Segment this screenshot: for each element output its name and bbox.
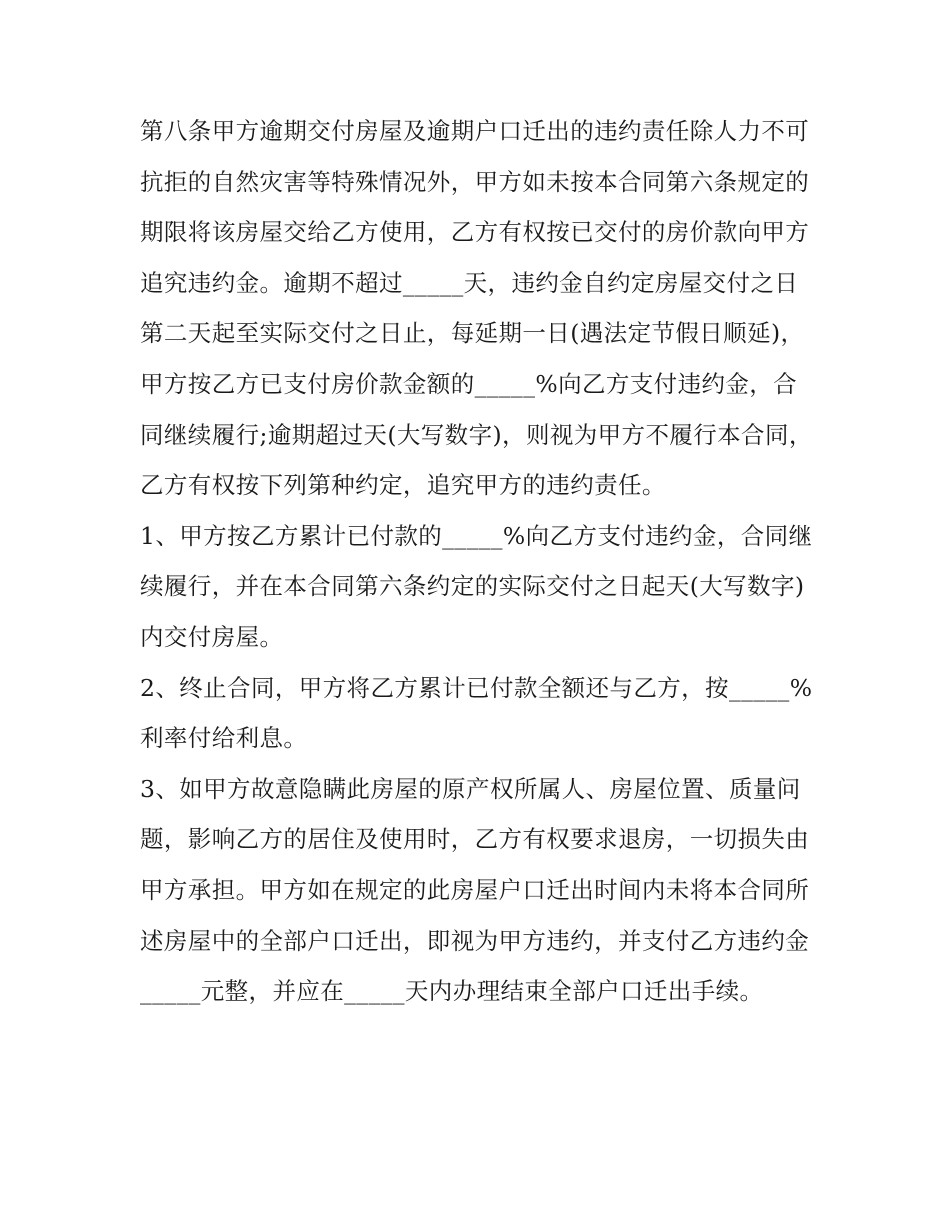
clause-2-paragraph: 2、终止合同，甲方将乙方累计已付款全额还与乙方，按_____%利率付给利息。: [140, 673, 813, 753]
clause-3-paragraph: 3、如甲方故意隐瞒此房屋的原产权所属人、房屋位置、质量问题，影响乙方的居住及使用时，乙方有权要求退房，一切损失由甲方承担。甲方如在规定的此房屋户口迁出时间内未将本合同所述房屋中的全部户口迁出，即视为甲方违约，并支付乙方违约金_____元整，并应在_____天内办理结束全部户口迁出手续。: [140, 774, 810, 1006]
article-8-paragraph: 第八条甲方逾期交付房屋及逾期户口迁出的违约责任除人力不可抗拒的自然灾害等特殊情况外，甲方如未按本合同第六条规定的期限将该房屋交给乙方使用，乙方有权按已交付的房价款向甲方追究违约金。逾期不超过_____天，违约金自约定房屋交付之日第二天起至实际交付之日止，每延期一日(遇法定节假日顺延)，甲方按乙方已支付房价款金额的_____%向乙方支付违约金，合同继续履行;逾期超过天(大写数字)，则视为甲方不履行本合同，乙方有权按下列第种约定，追究甲方的违约责任。: [140, 117, 813, 500]
document-body: [140, 106, 820, 1017]
clause-1-paragraph: 1、甲方按乙方累计已付款的_____%向乙方支付违约金，合同继续履行，并在本合同第六条约定的实际交付之日起天(大写数字)内交付房屋。: [140, 521, 813, 651]
